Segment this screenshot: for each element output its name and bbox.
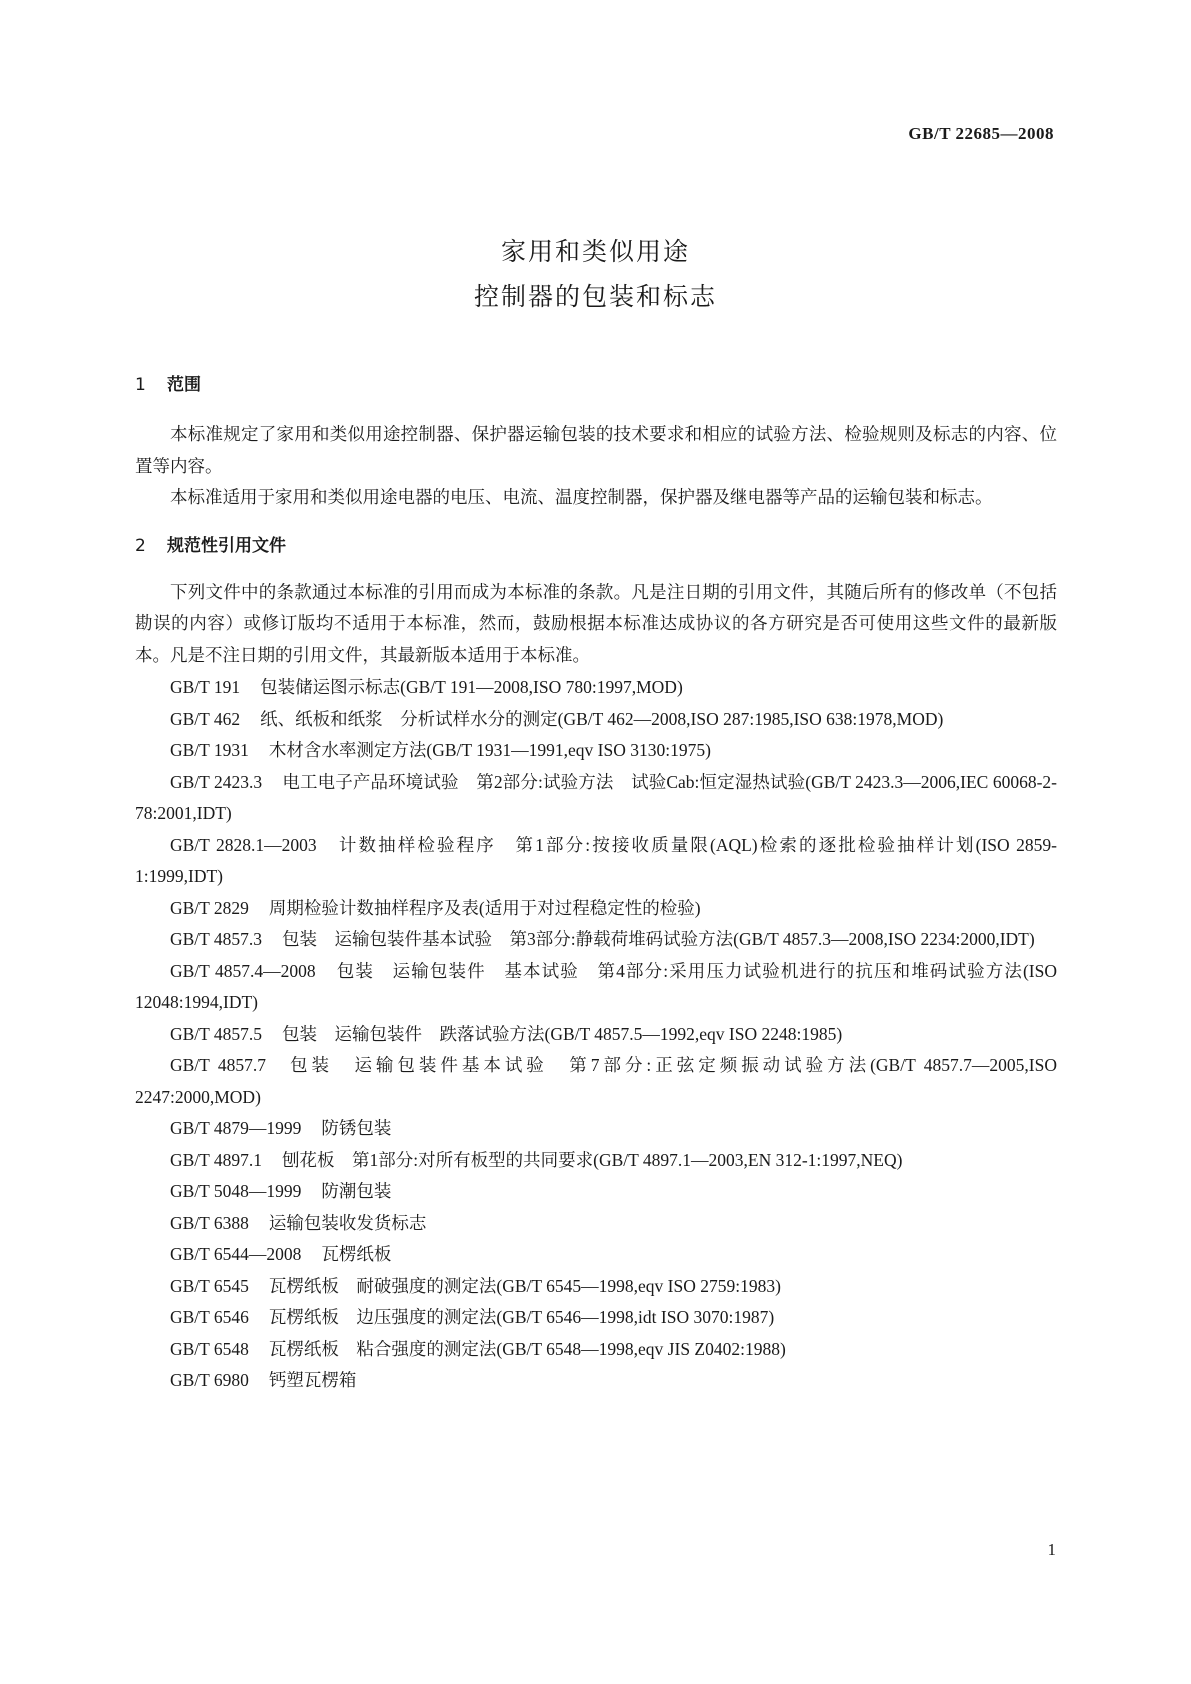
reference-text: 包装 运输包装件基本试验 第7部分:正弦定频振动试验方法(GB/T 4857.7—2005,ISO 2247:2000,MOD): [135, 1055, 1057, 1107]
reference-text: 瓦楞纸板 耐破强度的测定法(GB/T 6545—1998,eqv ISO 2759:1983): [268, 1275, 781, 1296]
reference-item: [135, 830, 1057, 893]
section2-number: 2: [135, 535, 146, 556]
reference-code: GB/T 4897.1: [170, 1149, 263, 1170]
reference-code: GB/T 2828.1—2003: [170, 834, 317, 855]
paragraph: 本标准适用于家用和类似用途电器的电压、电流、温度控制器，保护器及继电器等产品的运输包装和标志。: [170, 488, 993, 508]
reference-item: [135, 767, 1057, 830]
reference-item: [135, 924, 1057, 956]
reference-item: [135, 956, 1057, 1019]
reference-text: 防潮包装: [321, 1181, 392, 1201]
reference-item: [135, 1176, 1057, 1208]
reference-code: GB/T 2423.3: [170, 771, 263, 792]
reference-code: GB/T 6980: [170, 1370, 249, 1390]
page-number: 1: [1047, 1540, 1056, 1559]
reference-text: 电工电子产品环境试验 第2部分:试验方法 试验Cab:恒定湿热试验(GB/T 2423.3—2006,IEC 60068-2-78:2001,IDT): [135, 771, 1058, 823]
reference-text: 包装 运输包装件 跌落试验方法(GB/T 4857.5—1992,eqv ISO 2248:1985): [282, 1023, 843, 1044]
reference-text: 包装 运输包装件 基本试验 第4部分:采用压力试验机进行的抗压和堆码试验方法(ISO 12048:1994,IDT): [135, 960, 1057, 1012]
reference-code: GB/T 4857.7: [170, 1055, 267, 1075]
reference-item: [135, 1050, 1057, 1113]
section1-heading: [135, 370, 1057, 400]
reference-code: GB/T 2829: [170, 897, 249, 918]
document-body: [135, 370, 1057, 1397]
reference-item: [135, 1365, 1057, 1397]
section2-body: [135, 578, 1057, 1397]
reference-text: 包装储运图示标志(GB/T 191—2008,ISO 780:1997,MOD): [260, 677, 683, 697]
reference-code: GB/T 191: [170, 677, 241, 697]
section1-title: 范围: [167, 375, 201, 395]
reference-text: 计数抽样检验程序 第1部分:按接收质量限(AQL)检索的逐批检验抽样计划(ISO 2859-1:1999,IDT): [135, 834, 1058, 886]
reference-item: [135, 735, 1057, 767]
reference-item: [135, 1334, 1057, 1366]
reference-list: [135, 672, 1057, 1397]
reference-code: GB/T 6545: [170, 1275, 249, 1296]
reference-text: 瓦楞纸板 边压强度的测定法(GB/T 6546—1998,idt ISO 3070:1987): [268, 1307, 775, 1327]
paragraph: 本标准规定了家用和类似用途控制器、保护器运输包装的技术要求和相应的试验方法、检验规则及标志的内容、位置等内容。: [135, 425, 1057, 477]
reference-text: 钙塑瓦楞箱: [268, 1370, 357, 1390]
reference-code: GB/T 4857.4—2008: [170, 960, 316, 981]
section1-number: 1: [135, 375, 146, 395]
reference-item: [135, 704, 1057, 736]
reference-item: [135, 1113, 1057, 1145]
reference-text: 瓦楞纸板: [321, 1244, 392, 1264]
reference-text: 周期检验计数抽样程序及表(适用于对过程稳定性的检验): [268, 897, 701, 918]
reference-code: GB/T 6544—2008: [170, 1244, 302, 1264]
reference-item: [135, 1145, 1057, 1177]
reference-code: GB/T 1931: [170, 740, 249, 760]
reference-text: 纸、纸板和纸浆 分析试样水分的测定(GB/T 462—2008,ISO 287:1985,ISO 638:1978,MOD): [260, 708, 944, 729]
reference-item: [135, 1239, 1057, 1271]
reference-code: GB/T 6388: [170, 1212, 249, 1233]
section2-intro: 下列文件中的条款通过本标准的引用而成为本标准的条款。凡是注日期的引用文件，其随后所有的修改单（不包括勘误的内容）或修订版均不适用于本标准，然而，鼓励根据本标准达成协议的各方研究是否可使用这些文件的最新版本。凡是不注日期的引用文件，其最新版本适用于本标准。: [135, 582, 1057, 666]
reference-item: [135, 672, 1057, 704]
reference-code: GB/T 4857.3: [170, 929, 263, 949]
section1-body: [135, 420, 1057, 515]
reference-text: 包装 运输包装件基本试验 第3部分:静载荷堆码试验方法(GB/T 4857.3—2008,ISO 2234:2000,IDT): [282, 929, 1035, 949]
reference-item: [135, 893, 1057, 925]
reference-code: GB/T 6546: [170, 1307, 249, 1327]
standard-code: GB/T 22685—2008: [908, 124, 1054, 143]
reference-text: 刨花板 第1部分:对所有板型的共同要求(GB/T 4897.1—2003,EN 312-1:1997,NEQ): [282, 1149, 903, 1170]
reference-code: GB/T 4879—1999: [170, 1118, 302, 1138]
reference-text: 木材含水率测定方法(GB/T 1931—1991,eqv ISO 3130:1975): [268, 740, 711, 760]
reference-code: GB/T 5048—1999: [170, 1181, 302, 1201]
reference-item: [135, 1271, 1057, 1303]
section2-heading: [135, 531, 1057, 561]
reference-item: [135, 1208, 1057, 1240]
document-title-line1: 家用和类似用途: [500, 237, 690, 266]
reference-text: 瓦楞纸板 粘合强度的测定法(GB/T 6548—1998,eqv JIS Z0402:1988): [268, 1338, 786, 1359]
reference-text: 运输包装收发货标志: [268, 1212, 427, 1233]
reference-text: 防锈包装: [321, 1118, 392, 1138]
reference-code: GB/T 6548: [170, 1338, 249, 1359]
section2-title: 规范性引用文件: [167, 535, 286, 556]
reference-item: [135, 1019, 1057, 1051]
reference-code: GB/T 462: [170, 708, 241, 729]
reference-code: GB/T 4857.5: [170, 1023, 263, 1044]
reference-item: [135, 1302, 1057, 1334]
document-title-line2: 控制器的包装和标志: [473, 282, 717, 311]
